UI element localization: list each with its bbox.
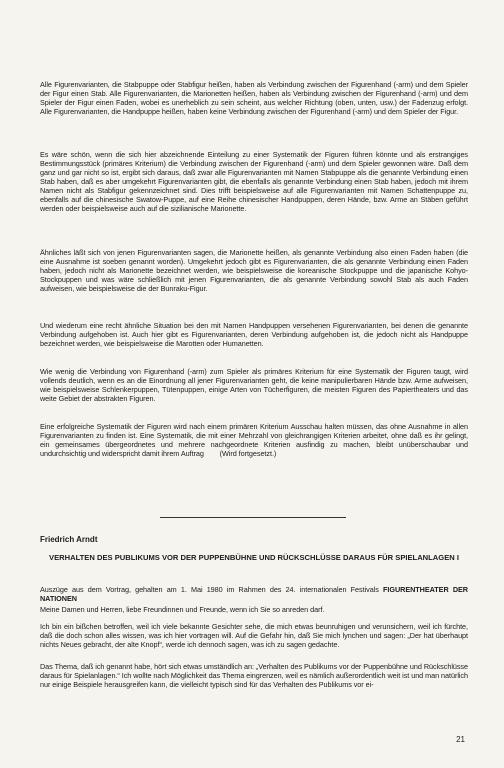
paragraph-marionette: Ähnliches läßt sich von jenen Figurenvarianten sagen, die Marionette heißen, als genannte Verbindung also einen Faden haben (die eine Ausnahme ist soeben genannt worden). Umgekehrt jedoch gibt es Figurenvarianten, die als genannte Verbindung einen Faden haben, jedoch nicht als Marionette bezeichnet werden, wie beispielsweise die koreanische Stockpuppe und die japanische Kohyo-Stockpuppen und was wäre schließlich mit jenen Figurenvarianten, die als genannte Verbindung sowohl Stab als auch Faden aufweisen, wie beispielsweise die der Bunraku-Figur. — [40, 248, 468, 294]
author-name: Friedrich Arndt — [40, 535, 98, 544]
article-intro — [40, 585, 468, 603]
paragraph-text: Eine erfolgreiche Systematik der Figuren wird nach einem primären Kriterium Ausschau halten müssen, das ohne Ausnahme in allen Figurenvarianten zu finden ist. Eine Systematik, die mit einer Mehrzahl von gleichrangigen Kriterien arbeitet, ohne daß es ihr gelingt, ein gemeinsames übergeordnetes und mehrere nachgeordnete Kriterien ausfindig zu machen, bleibt unüberschaubar und undurchsichtig und widerspricht damit ihrem Auftrag — [40, 422, 468, 459]
paragraph-systematik: Es wäre schön, wenn die sich hier abzeichnende Einteilung zu einer Systematik der Figuren führen könnte und als erstrangiges Bestimmungsstück (primäres Kriterium) die Verbindung zwischen der Figurenhand (-arm) und dem Spieler gewonnen wäre. Daß dem ganz und gar nicht so ist, ergibt sich daraus, daß zwar alle Figurenvarianten mit Namen Stabpuppe als die genannte Verbindung einen Stab haben, daß es aber umgekehrt Figurenvarianten gibt, die ebenfalls als genannte Verbindung einen Stab haben, jedoch mit ihrem Namen nicht als Stabfigur gekennzeichnet sind. Dies trifft beispielsweise auf alle Figurenvarianten mit Namen Schattenpuppe zu, ebenfalls auf die chinesische Swatow-Puppe, auf eine Reihe chinesischer Handpuppen, deren Hände, bzw. Arme an Stäben geführt werden oder beispielsweise auch auf die sizilianische Marionette. — [40, 150, 468, 214]
body-paragraph: Das Thema, daß ich genannt habe, hört sich etwas umständlich an: „Verhalten des Publikums vor der Puppenbühne und Rückschlüsse daraus für Spielanlagen.“ Ich wollte nach Möglichkeit das Thema eingrenzen, weil es nämlich außerordentlich weit ist und man natürlich nur einige Beispiele herausgreifen kann, die vielleicht typisch sind für das Verhalten des Publikums vor ei- — [40, 662, 468, 690]
page-number: 21 — [456, 735, 465, 744]
paragraph-figurenvarianten: Alle Figurenvarianten, die Stabpuppe oder Stabfigur heißen, haben als Verbindung zwischen der Figurenhand (-arm) und dem Spieler der Figur einen Stab. Alle Figurenvarianten, die Marionetten heißen, haben als Verbindung zwischen der Figurenhand (-arm) und dem Spieler der Figur einen Faden, wobei es unerheblich zu sein scheint, aus welcher Richtung (oben, unten, usw.) der Fadenzug erfolgt. Alle Figurenvarianten, die Handpuppe heißen, haben keine Verbindung zwischen der Figurenhand (-arm) und dem Spieler der Figur. — [40, 80, 468, 117]
continuation-note: (Wird fortgesetzt.) — [219, 449, 277, 459]
paragraph-erfolgreiche-systematik — [40, 422, 468, 458]
body-paragraph: Ich bin ein bißchen betroffen, weil ich viele bekannte Gesichter sehe, die mich etwas beunruhigen und verunsichern, weil ich fürchte, daß die doch schon alles wissen, was ich hier vortragen will. Auf die Gefahr hin, daß Sie mich lynchen und sagen: „Der hat überhaupt nichts Neues gebracht, der alte Knopf“, werde ich dennoch sagen, was ich zu sagen gedachte. — [40, 622, 468, 650]
paragraph-kriterium: Wie wenig die Verbindung von Figurenhand (-arm) zum Spieler als primäres Kriterium für eine Systematik der Figuren taugt, wird vollends deutlich, wenn es an die Einordnung all jener Figurenvarianten geht, die keine manipulierbaren Hände bzw. Arme aufweisen, wie beispielsweise Schlenkerpuppen, Tütenpuppen, einige Arten von Tücherfiguren, die meisten Figuren des Papiertheaters und das weite Gebiet der abstrakten Figuren. — [40, 367, 468, 404]
article-headline: VERHALTEN DES PUBLIKUMS VOR DER PUPPENBÜHNE UND RÜCKSCHLÜSSE DARAUS FÜR SPIELANLAGEN I — [49, 553, 459, 562]
paragraph-handpuppen: Und wiederum eine recht ähnliche Situation bei den mit Namen Handpuppen versehenen Figurenvarianten, bei denen die genannte Verbindung aufgehoben ist. Auch hier gibt es Figurenvarianten, deren Verbindung aufgehoben ist, die jedoch nicht als Handpuppe bezeichnet werden, wie beispielsweise die Marotten oder Humanetten. — [40, 321, 468, 349]
section-divider — [160, 517, 346, 518]
salutation: Meine Damen und Herren, liebe Freundinnen und Freunde, wenn ich Sie so anreden darf. — [40, 605, 325, 614]
festival-name: FIGURENTHEATER DER NATIONEN — [40, 585, 468, 604]
intro-text: Auszüge aus dem Vortrag, gehalten am 1. Mai 1980 im Rahmen des 24. internationalen Festivals — [40, 585, 384, 594]
